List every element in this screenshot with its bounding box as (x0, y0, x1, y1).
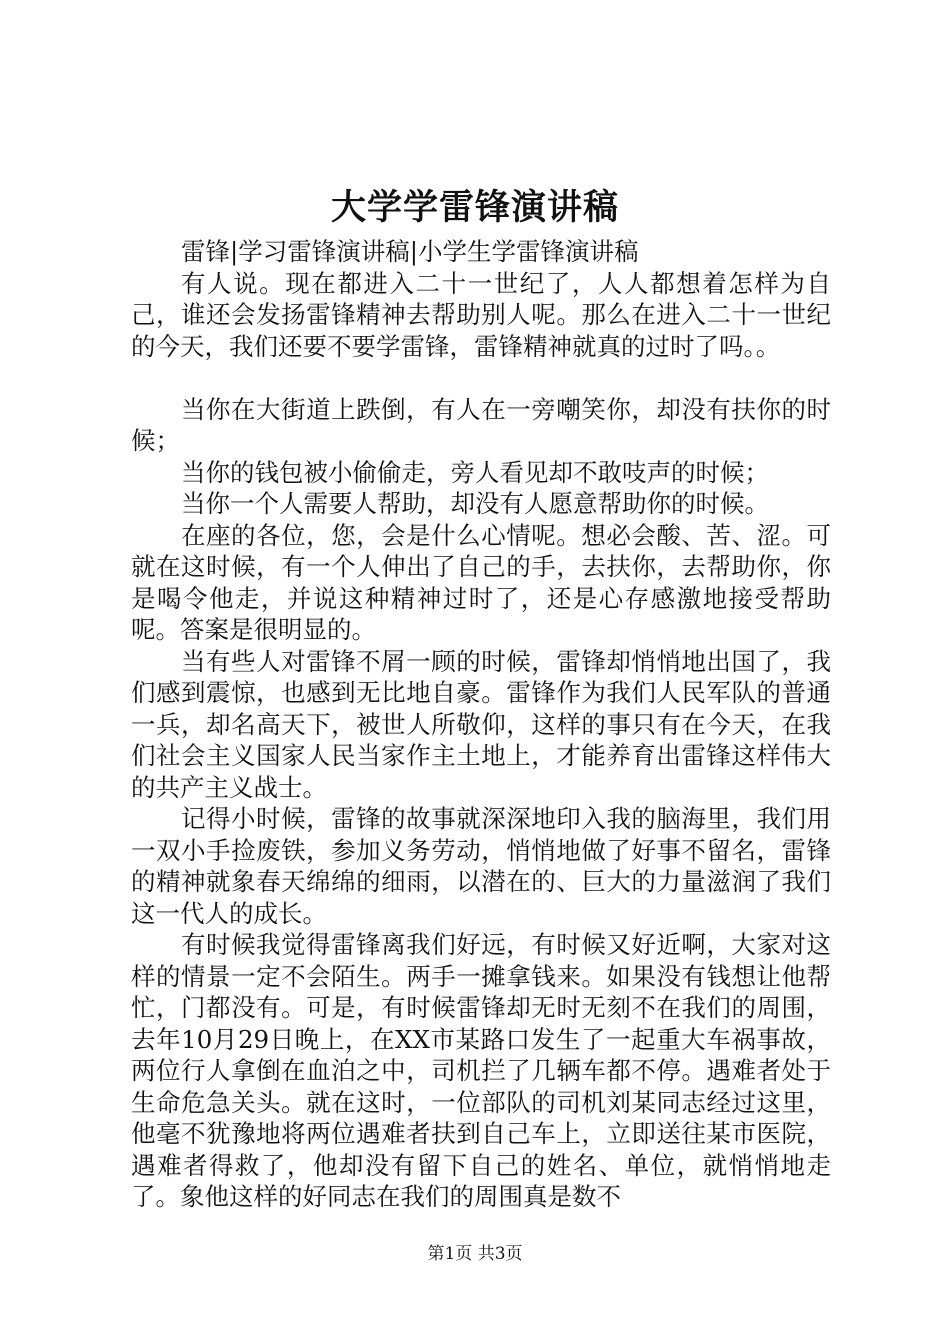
paragraph: 在座的各位，您，会是什么心情呢。想必会酸、苦、涩。可就在这时候，有一个人伸出了自己的手，去扶你，去帮助你，你是喝令他走，并说这种精神过时了，还是心存感激地接受帮助呢。答案是很明显的。 (131, 520, 831, 644)
paragraph: 当有些人对雷锋不屑一顾的时候，雷锋却悄悄地出国了，我们感到震惊，也感到无比地自豪。雷锋作为我们人民军队的普通一兵，却名高天下，被世人所敬仰，这样的事只有在今天，在我们社会主义国家人民当家作主土地上，才能养育出雷锋这样伟大的共产主义战士。 (131, 646, 831, 802)
paragraph: 有人说。现在都进入二十一世纪了，人人都想着怎样为自己，谁还会发扬雷锋精神去帮助别人呢。那么在进入二十一世纪的今天，我们还要不要学雷锋，雷锋精神就真的过时了吗。。 (131, 268, 831, 361)
document-body (131, 236, 831, 1213)
paragraph-keywords: 雷锋|学习雷锋演讲稿|小学生学雷锋演讲稿 (181, 237, 639, 266)
paragraph: 当你一个人需要人帮助，却没有人愿意帮助你的时候。 (181, 489, 769, 518)
paragraph: 有时候我觉得雷锋离我们好远，有时候又好近啊，大家对这样的情景一定不会陌生。两手一摊拿钱来。如果没有钱想让他帮忙，门都没有。可是，有时候雷锋却无时无刻不在我们的周围，去年10月29日晚上，在XX市某路口发生了一起重大车祸事故，两位行人拿倒在血泊之中，司机拦了几辆车都不停。遇难者处于生命危急关头。就在这时，一位部队的司机刘某同志经过这里，他毫不犹豫地将两位遇难者扶到自己车上，立即送往某市医院，遇难者得救了，他却没有留下自己的姓名、单位，就悄悄地走了。象他这样的好同志在我们的周围真是数不 (131, 930, 831, 1211)
blank-line (131, 362, 831, 394)
document-title: 大学学雷锋演讲稿 (330, 187, 619, 228)
paragraph: 当你的钱包被小偷偷走，旁人看见却不敢吱声的时候； (181, 457, 769, 487)
paragraph: 记得小时候，雷锋的故事就深深地印入我的脑海里，我们用一双小手捡废铁，参加义务劳动，悄悄地做了好事不留名，雷锋的精神就象春天绵绵的细雨，以潜在的、巨大的力量滋润了我们这一代人的成长。 (131, 804, 831, 928)
paragraph: 当你在大街道上跌倒，有人在一旁嘲笑你，却没有扶你的时候； (131, 394, 831, 455)
page-footer: 第1页 共3页 (427, 1244, 523, 1264)
